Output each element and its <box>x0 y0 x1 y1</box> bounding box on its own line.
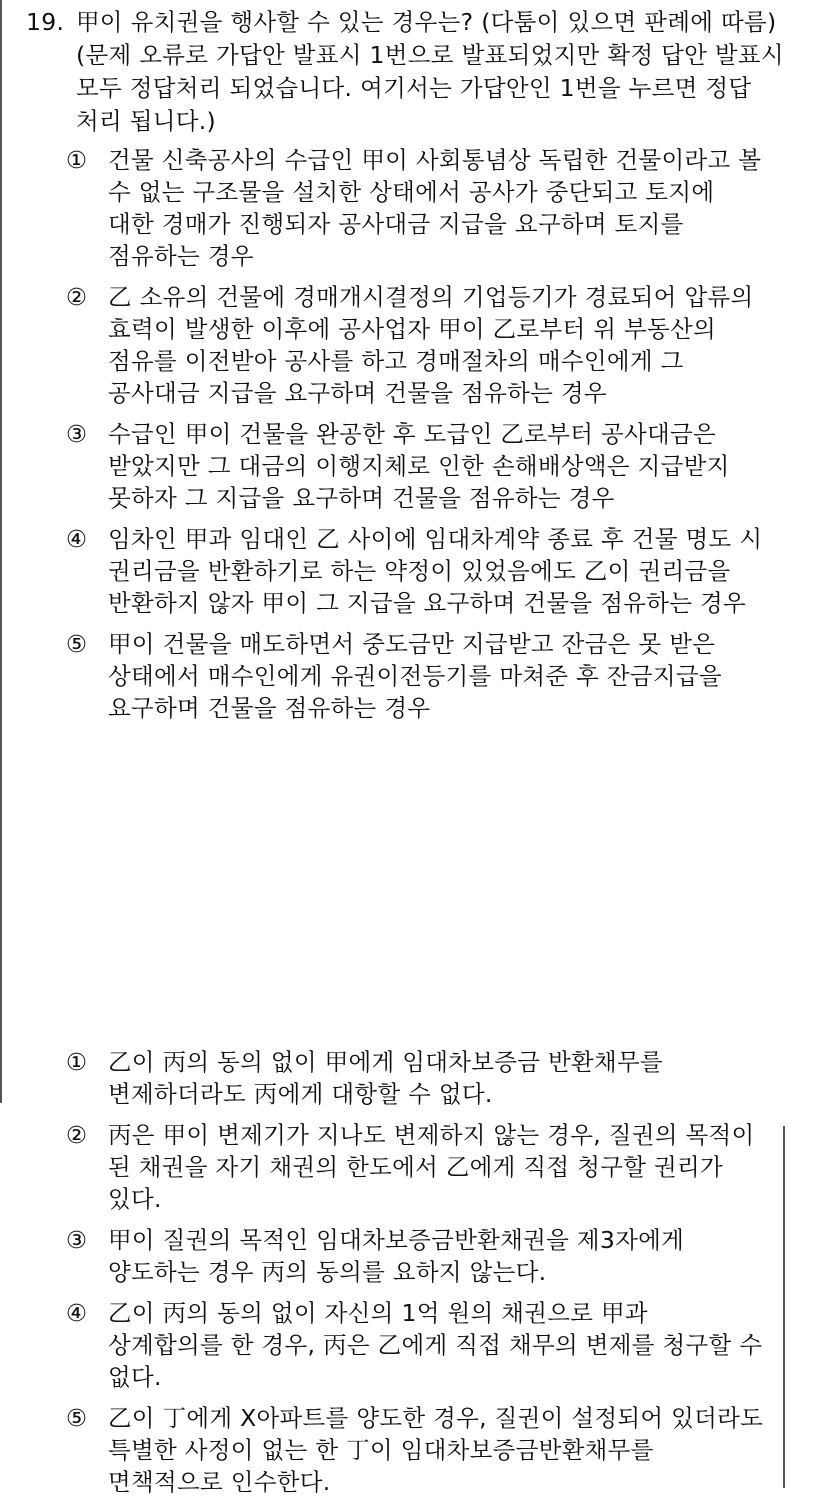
next-choice-5[interactable] <box>66 1402 766 1498</box>
choice-2-text[interactable]: 乙 소유의 건물에 경매개시결정의 기업등기가 경료되어 압류의 효력이 발생한 이후에 공사업자 甲이 乙로부터 위 부동산의 점유를 이전받아 공사를 하고 경매절차의 매수인에게 그 공사대금 지급을 요구하며 건물을 점유하는 경우 <box>108 283 754 407</box>
next-choice-1-text[interactable]: 乙이 丙의 동의 없이 甲에게 임대차보증금 반환채무를 변제하더라도 丙에게 대항할 수 없다. <box>108 1048 664 1108</box>
choice-5[interactable] <box>66 628 766 724</box>
choice-3-number[interactable]: ③ <box>66 420 88 448</box>
next-choice-1[interactable] <box>66 1046 766 1110</box>
choice-4-text[interactable]: 임차인 甲과 임대인 乙 사이에 임대차계약 종료 후 건물 명도 시 권리금을 반환하기로 하는 약정이 있었음에도 乙이 권리금을 반환하지 않자 甲이 그 지급을 요구하며 건물을 점유하는 경우 <box>108 525 763 617</box>
next-choice-4-number[interactable]: ④ <box>66 1299 88 1327</box>
next-question-choices <box>66 1046 766 1507</box>
next-choice-5-text[interactable]: 乙이 丁에게 X아파트를 양도한 경우, 질권이 설정되어 있더라도 특별한 사정이 없는 한 丁이 임대차보증금반환채무를 면책적으로 인수한다. <box>108 1404 764 1496</box>
next-choice-5-number[interactable]: ⑤ <box>66 1404 88 1432</box>
choice-1[interactable] <box>66 144 766 272</box>
next-choice-2[interactable] <box>66 1119 766 1215</box>
choice-4[interactable] <box>66 523 766 619</box>
choice-2-number[interactable]: ② <box>66 283 88 311</box>
question-19 <box>26 6 786 138</box>
right-border-line <box>783 1126 785 1488</box>
choice-1-number[interactable]: ① <box>66 146 88 174</box>
question-number: 19. <box>26 8 65 36</box>
next-choice-1-number[interactable]: ① <box>66 1048 88 1076</box>
question-text: 甲이 유치권을 행사할 수 있는 경우는? (다툼이 있으면 판례에 따름) (문제 오류로 가답안 발표시 1번으로 발표되었지만 확정 답안 발표시 모두 정답처리 되었습니다. 여기서는 가답안인 1번을 누르면 정답 처리 됩니다.) <box>76 8 784 135</box>
next-choice-3-number[interactable]: ③ <box>66 1226 88 1254</box>
choice-4-number[interactable]: ④ <box>66 525 88 553</box>
choice-3[interactable] <box>66 418 766 514</box>
left-border-line <box>0 0 2 1103</box>
next-choice-4-text[interactable]: 乙이 丙의 동의 없이 자신의 1억 원의 채권으로 甲과 상계합의를 한 경우, 丙은 乙에게 직접 채무의 변제를 청구할 수 없다. <box>108 1299 763 1391</box>
choice-5-text[interactable]: 甲이 건물을 매도하면서 중도금만 지급받고 잔금은 못 받은 상태에서 매수인에게 유권이전등기를 마쳐준 후 잔금지급을 요구하며 건물을 점유하는 경우 <box>108 630 722 722</box>
answer-choices <box>66 144 766 733</box>
choice-2[interactable] <box>66 281 766 409</box>
next-choice-2-text[interactable]: 丙은 甲이 변제기가 지나도 변제하지 않는 경우, 질권의 목적이 된 채권을 자기 채권의 한도에서 乙에게 직접 청구할 권리가 있다. <box>108 1121 755 1213</box>
choice-3-text[interactable]: 수급인 甲이 건물을 완공한 후 도급인 乙로부터 공사대금은 받았지만 그 대금의 이행지체로 인한 손해배상액은 지급받지 못하자 그 지급을 요구하며 건물을 점유하는 경우 <box>108 420 730 512</box>
next-choice-3-text[interactable]: 甲이 질권의 목적인 임대차보증금반환채권을 제3자에게 양도하는 경우 丙의 동의를 요하지 않는다. <box>108 1226 685 1286</box>
next-choice-3[interactable] <box>66 1224 766 1288</box>
choice-1-text[interactable]: 건물 신축공사의 수급인 甲이 사회통념상 독립한 건물이라고 볼 수 없는 구조물을 설치한 상태에서 공사가 중단되고 토지에 대한 경매가 진행되자 공사대금 지급을 요구하며 토지를 점유하는 경우 <box>108 146 762 270</box>
choice-5-number[interactable]: ⑤ <box>66 630 88 658</box>
next-choice-4[interactable] <box>66 1297 766 1393</box>
next-choice-2-number[interactable]: ② <box>66 1121 88 1149</box>
